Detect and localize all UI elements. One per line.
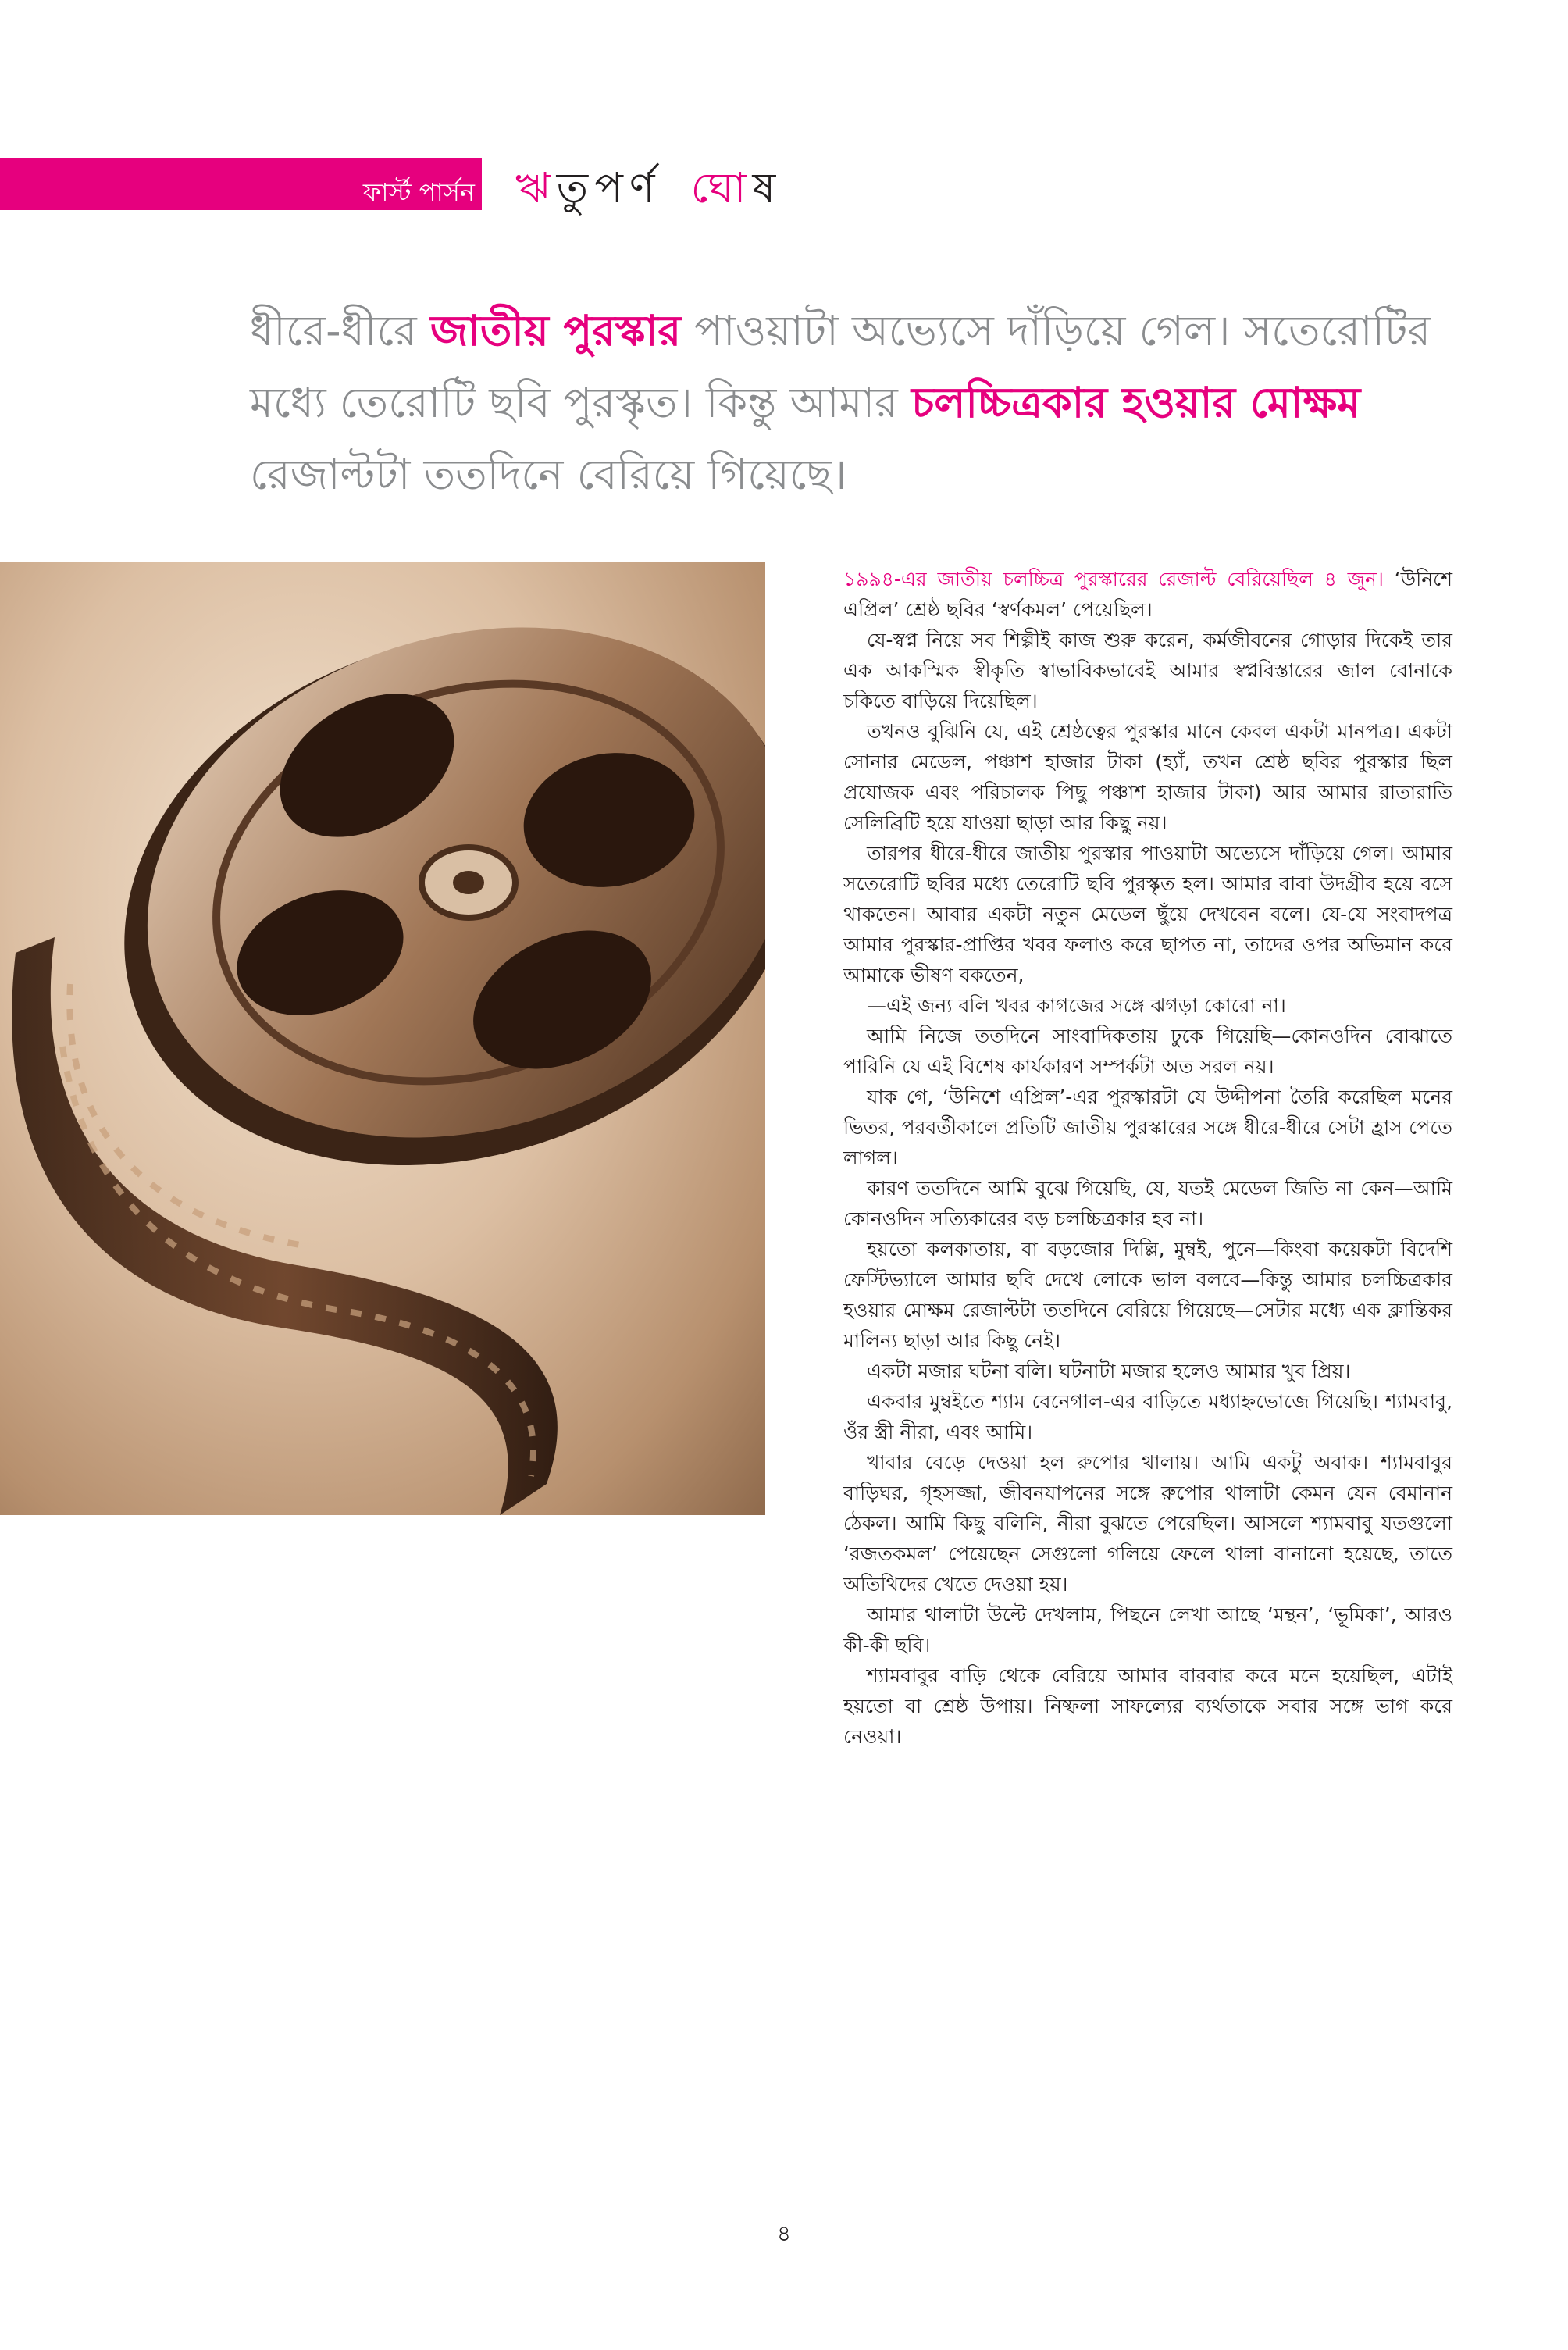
author-name-part: ঋ <box>515 163 557 212</box>
pull-quote-highlight: জাতীয় পুরস্কার <box>429 306 682 355</box>
article-paragraph: একবার মুম্বইতে শ্যাম বেনেগাল-এর বাড়িতে মধ্যাহ্নভোজে গিয়েছি। শ্যামবাবু, ওঁর স্ত্রী নীরা, এবং আমি। <box>843 1390 1452 1443</box>
film-reel-icon <box>0 562 765 1515</box>
article-paragraph: তখনও বুঝিনি যে, এই শ্রেষ্ঠত্বের পুরস্কার মানে কেবল একটা মানপত্র। একটা সোনার মেডেল, পঞ্চাশ হাজার টাকা (হ্যাঁ, তখন শ্রেষ্ঠ ছবির পুরস্কার ছিল প্রযোজক এবং পরিচালক পিছু পঞ্চাশ হাজার টাকা) আর আমার রাতারাতি সেলিব্রিটি হয়ে যাওয়া ছাড়া আর কিছু নয়। <box>843 720 1452 834</box>
pull-quote-text: পাওয়াটা অভ্যেসে দাঁড়িয়ে গেল। সতেরোটির মধ্যে তেরোটি ছবি পুরস্কৃত। কিন্তু আমার <box>250 306 1431 427</box>
article-paragraph: —এই জন্য বলি খবর কাগজের সঙ্গে ঝগড়া কোরো না। <box>867 994 1286 1017</box>
article-lead: ১৯৯৪-এর জাতীয় চলচ্চিত্র পুরস্কারের রেজাল্ট বেরিয়েছিল ৪ জুন। <box>843 568 1384 590</box>
article-lead-rest: ‘উনিশে এপ্রিল’ শ্রেষ্ঠ ছবির ‘স্বর্ণকমল’ পেয়েছিল। <box>843 568 1452 621</box>
article-paragraph: আমার থালাটা উল্টে দেখলাম, পিছনে লেখা আছে ‘মন্থন’, ‘ভূমিকা’, আরও কী-কী ছবি। <box>843 1603 1452 1656</box>
article-paragraph: আমি নিজে ততদিনে সাংবাদিকতায় ঢুকে গিয়েছি—কোনওদিন বোঝাতে পারিনি যে এই বিশেষ কার্যকারণ সম্পর্কটা অত সরল নয়। <box>843 1025 1452 1078</box>
article-body <box>843 564 1452 1752</box>
author-name-part: ষ <box>752 163 782 212</box>
article-paragraph: হয়তো কলকাতায়, বা বড়জোর দিল্লি, মুম্বই, পুনে—কিংবা কয়েকটা বিদেশি ফেস্টিভ্যালে আমার ছবি দেখে লোকে ভাল বলবে—কিন্তু আমার চলচ্চিত্রকার হওয়ার মোক্ষম রেজাল্টটা ততদিনে বেরিয়ে গিয়েছে—সেটার মধ্যে এক ক্লান্তিকর মালিন্য ছাড়া আর কিছু নেই। <box>843 1238 1452 1352</box>
article-paragraph: খাবার বেড়ে দেওয়া হল রুপোর থালায়। আমি একটু অবাক। শ্যামবাবুর বাড়িঘর, গৃহসজ্জা, জীবনযাপনের সঙ্গে রুপোর থালাটা কেমন যেন বেমানান ঠেকল। আমি কিছু বলিনি, নীরা বুঝতে পেরেছিল। আসলে শ্যামবাবু যতগুলো ‘রজতকমল’ পেয়েছেন সেগুলো গলিয়ে ফেলে থালা বানানো হয়েছে, তাতে অতিথিদের খেতে দেওয়া হয়। <box>843 1451 1452 1596</box>
article-paragraph: শ্যামবাবুর বাড়ি থেকে বেরিয়ে আমার বারবার করে মনে হয়েছিল, এটাই হয়তো বা শ্রেষ্ঠ উপায়। নিষ্ফলা সাফল্যের ব্যর্থতাকে সবার সঙ্গে ভাগ করে নেওয়া। <box>843 1664 1452 1748</box>
author-name <box>515 161 782 216</box>
pull-quote-text: ধীরে-ধীরে <box>250 306 430 355</box>
article-paragraph: যাক গে, ‘উনিশে এপ্রিল’-এর পুরস্কারটা যে উদ্দীপনা তৈরি করেছিল মনের ভিতর, পরবর্তীকালে প্রতিটি জাতীয় পুরস্কারের সঙ্গে ধীরে-ধীরে সেটা হ্রাস পেতে লাগল। <box>843 1086 1452 1169</box>
article-paragraph <box>843 564 1452 625</box>
article-paragraph: তারপর ধীরে-ধীরে জাতীয় পুরস্কার পাওয়াটা অভ্যেসে দাঁড়িয়ে গেল। আমার সতেরোটি ছবির মধ্যে তেরোটি ছবি পুরস্কৃত হল। আমার বাবা উদগ্রীব হয়ে বসে থাকতেন। আবার একটা নতুন মেডেল ছুঁয়ে দেখবেন বলে। যে-যে সংবাদপত্র আমার পুরস্কার-প্রাপ্তির খবর ফলাও করে ছাপত না, তাদের ওপর অভিমান করে আমাকে ভীষণ বকতেন, <box>843 842 1452 986</box>
author-name-part: তুপর্ণ <box>556 163 661 212</box>
section-label: ফার্স্ট পার্সন <box>362 177 475 207</box>
film-reel-photo <box>0 562 765 1515</box>
pull-quote-highlight: চলচ্চিত্রকার হওয়ার মোক্ষম <box>911 378 1361 427</box>
article-paragraph: কারণ ততদিনে আমি বুঝে গিয়েছি, যে, যতই মেডেল জিতি না কেন—আমি কোনওদিন সত্যিকারের বড় চলচ্চিত্রকার হব না। <box>843 1177 1452 1230</box>
article-paragraph: একটা মজার ঘটনা বলি। ঘটনাটা মজার হলেও আমার খুব প্রিয়। <box>867 1360 1351 1382</box>
author-name-part: ঘো <box>690 163 753 212</box>
pull-quote-text: রেজাল্টটা ততদিনে বেরিয়ে গিয়েছে। <box>250 450 847 499</box>
page-number: ৪ <box>776 2220 792 2246</box>
article-paragraph: যে-স্বপ্ন নিয়ে সব শিল্পীই কাজ শুরু করেন, কর্মজীবনের গোড়ার দিকেই তার এক আকস্মিক স্বীকৃতি স্বাভাবিকভাবেই আমার স্বপ্নবিস্তারের জাল বোনাকে চকিতে বাড়িয়ে দিয়েছিল। <box>843 629 1452 712</box>
pull-quote <box>250 295 1452 511</box>
